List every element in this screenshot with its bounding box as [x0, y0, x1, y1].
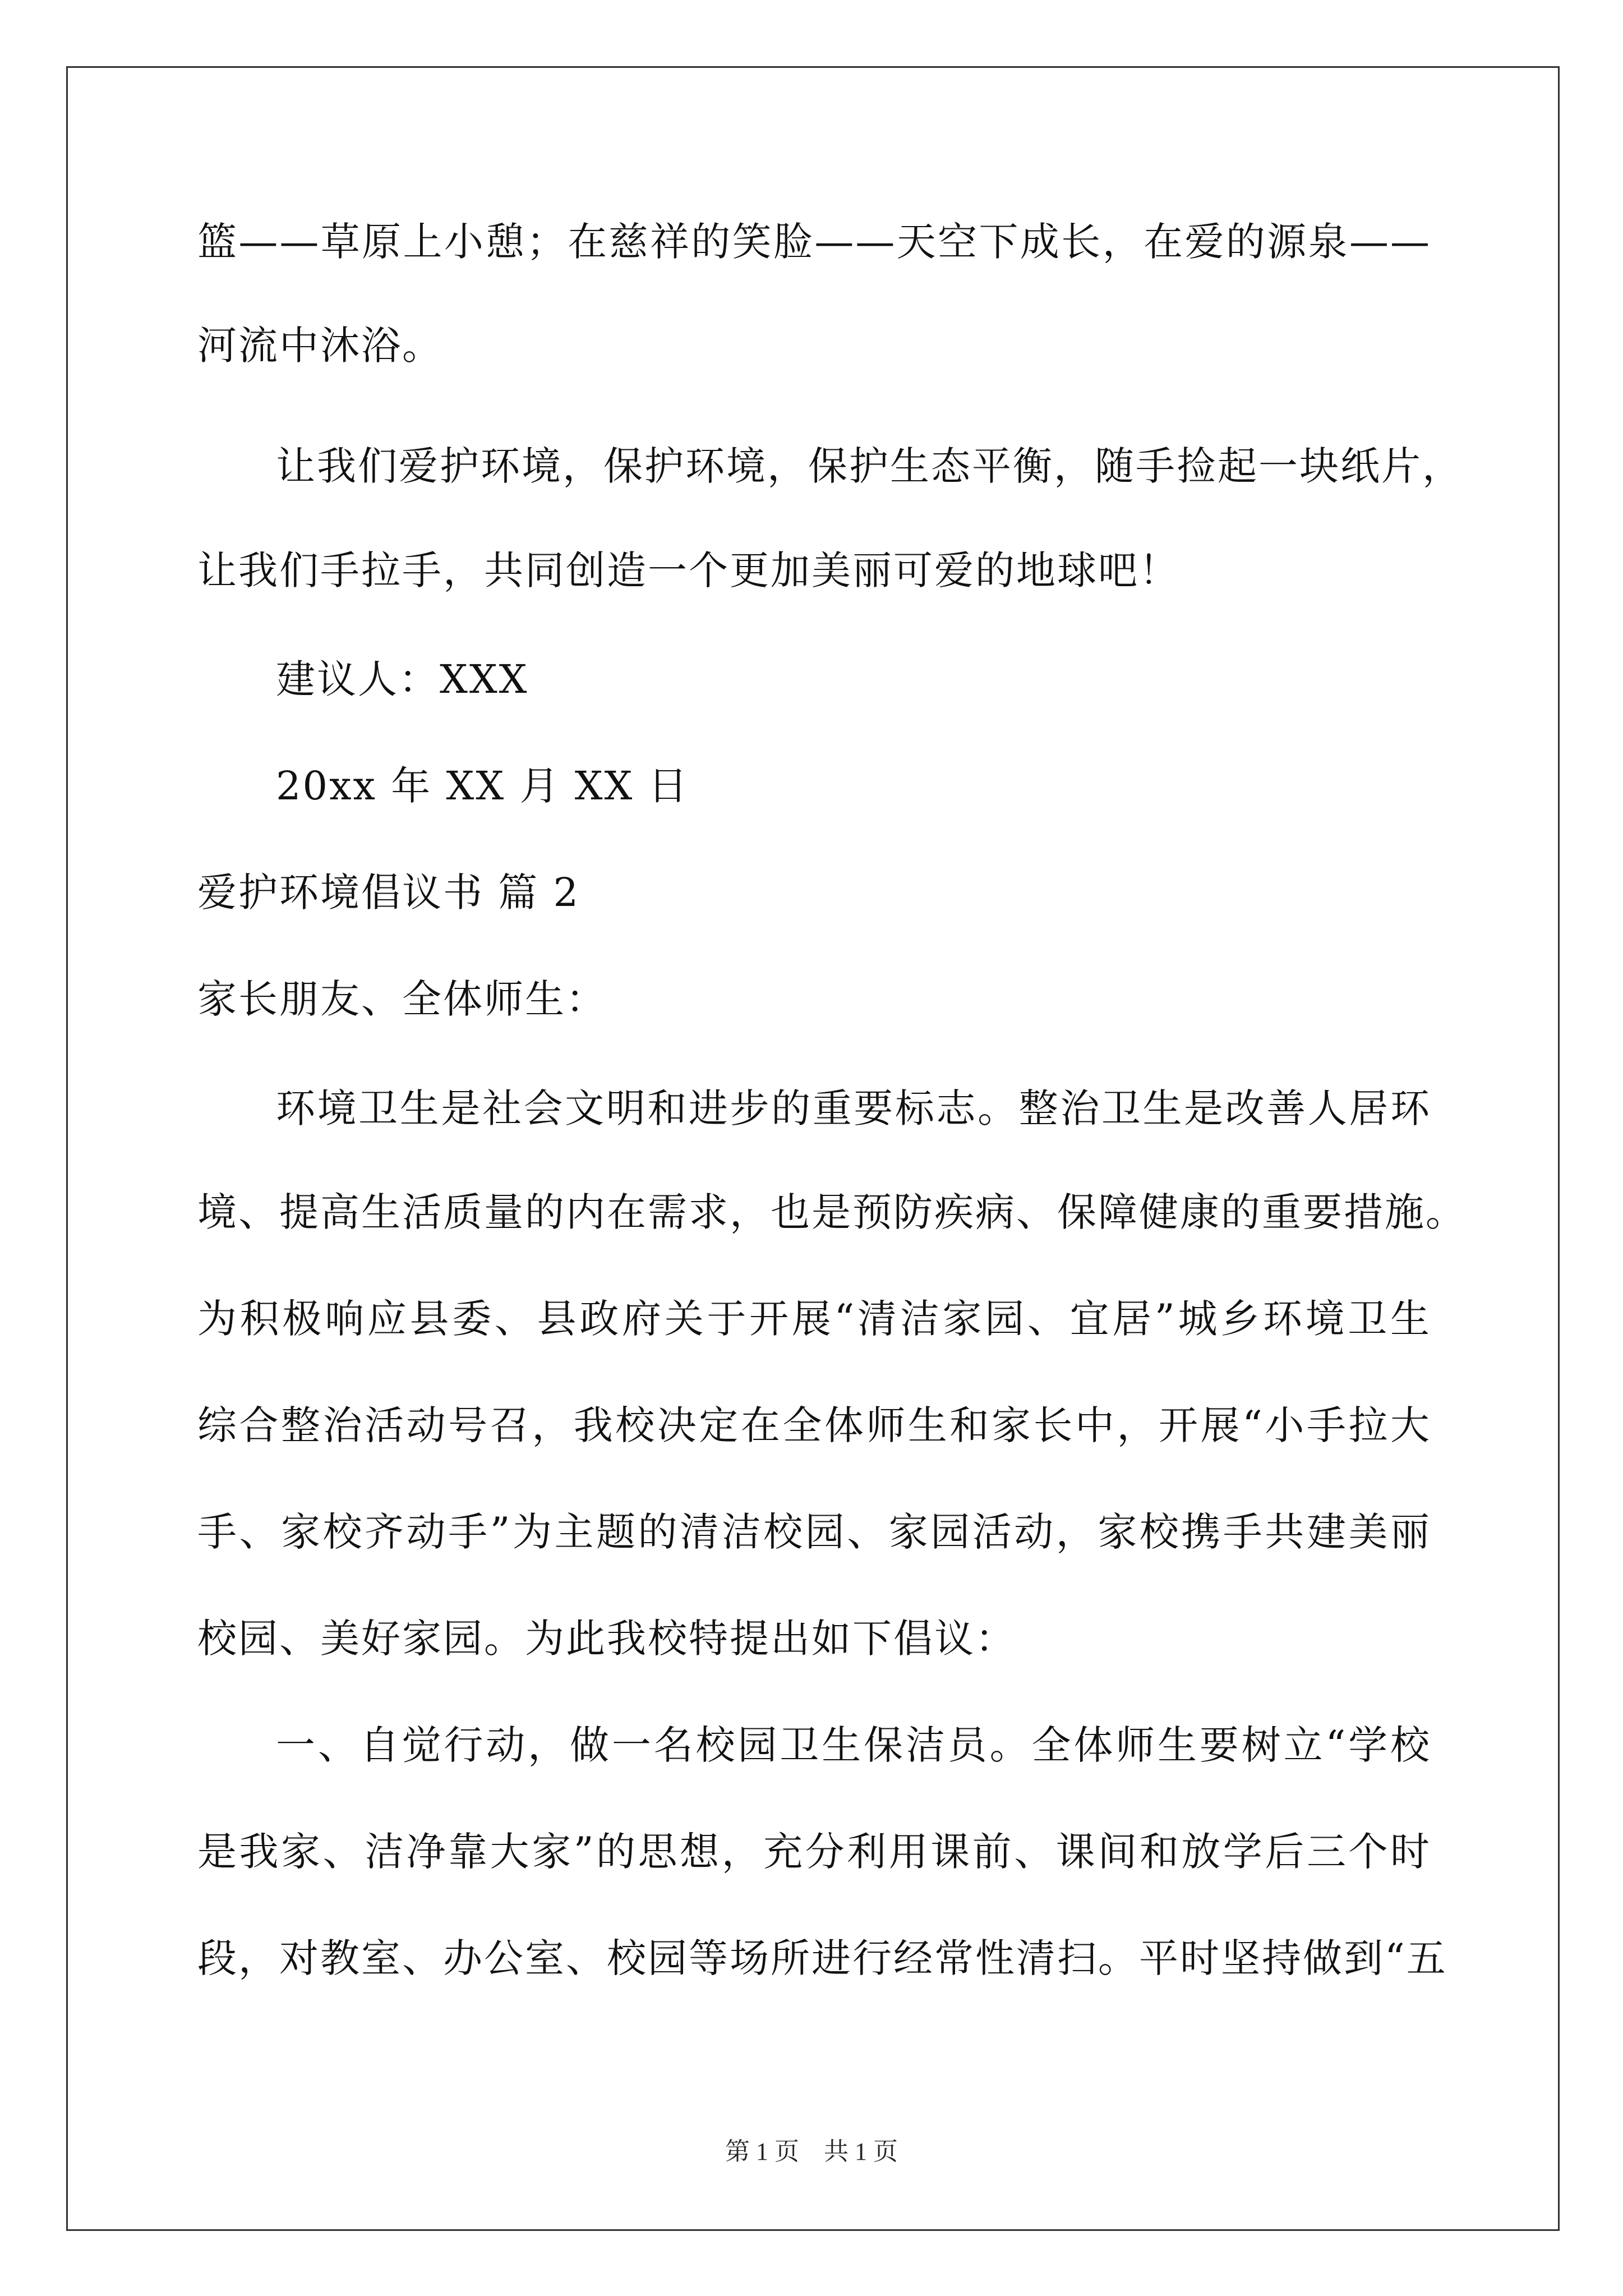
text-line: 让我们手拉手，共同创造一个更加美丽可爱的地球吧！ — [197, 547, 1180, 593]
page-border — [66, 66, 1560, 2231]
text-line: 手、家校齐动手”为主题的清洁校园、家园活动，家校携手共建美丽 — [197, 1509, 1431, 1555]
text-line: 境、提高生活质量的内在需求，也是预防疾病、保障健康的重要措施。 — [197, 1189, 1467, 1235]
text-line: 校园、美好家园。为此我校特提出如下倡议： — [197, 1616, 1016, 1662]
page-number: 第 1 页 共 1 页 — [725, 2138, 898, 2165]
text-line: 篮——草原上小憩；在慈祥的笑脸——天空下成长，在爱的源泉—— — [197, 219, 1431, 265]
text-line: 环境卫生是社会文明和进步的重要标志。整治卫生是改善人居环 — [276, 1085, 1431, 1131]
text-line: 一、自觉行动，做一名校园卫生保洁员。全体师生要树立“学校 — [276, 1722, 1431, 1768]
section-heading: 爱护环境倡议书 篇 2 — [197, 869, 580, 915]
text-line: 是我家、洁净靠大家”的思想，充分利用课前、课间和放学后三个时 — [197, 1829, 1431, 1875]
text-line: 综合整治活动号召，我校决定在全体师生和家长中，开展“小手拉大 — [197, 1402, 1431, 1448]
text-line: 河流中沐浴。 — [197, 323, 443, 369]
signature-line: 建议人：XXX — [276, 656, 529, 702]
text-line: 让我们爱护环境，保护环境，保护生态平衡，随手捡起一块纸片， — [276, 443, 1463, 489]
date-line: 20xx 年 XX 月 XX 日 — [276, 763, 689, 809]
text-line: 段，对教室、办公室、校园等场所进行经常性清扫。平时坚持做到“五 — [197, 1935, 1447, 1981]
salutation: 家长朋友、全体师生： — [197, 976, 607, 1022]
text-line: 为积极响应县委、县政府关于开展“清洁家园、宜居”城乡环境卫生 — [197, 1296, 1431, 1342]
